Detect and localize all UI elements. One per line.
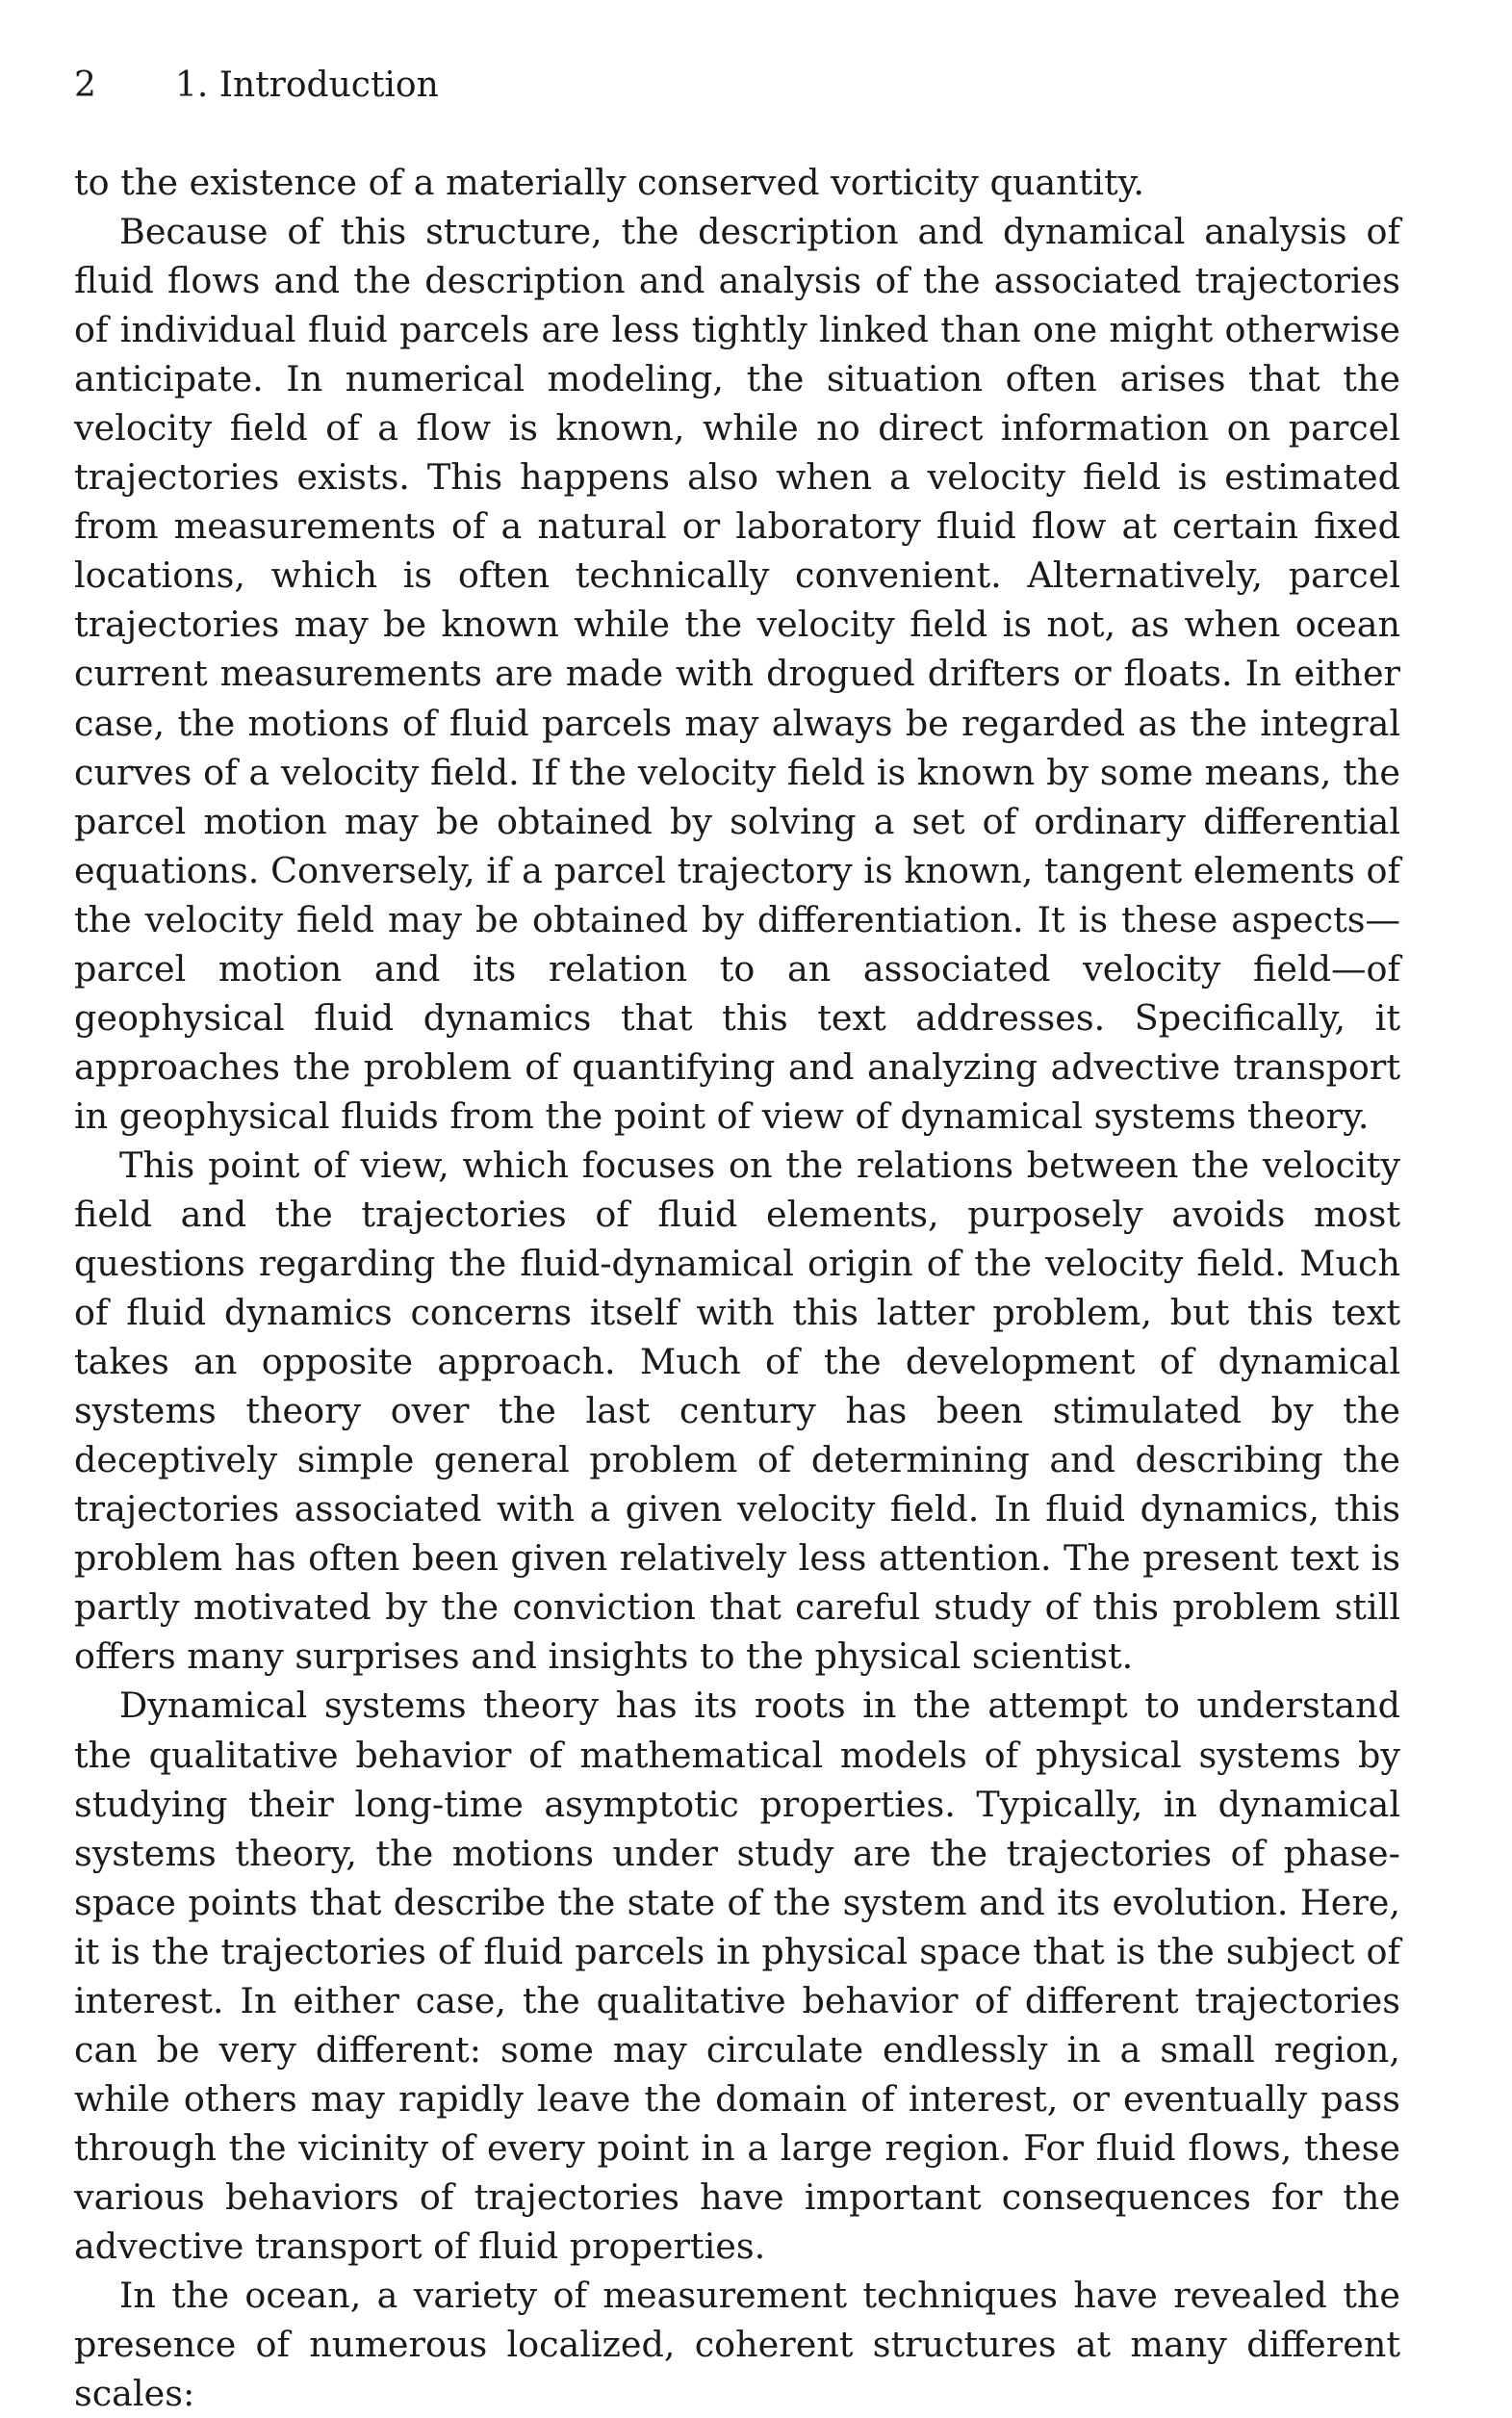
paragraph: Dynamical systems theory has its roots in the attempt to understand the qualitative behavior of mathematical models of physical systems by studying their long-time asymptotic properties. Typically, in dynamical systems theory, the motions under study are the trajectories of phase-space points that describe the state of the system and its evolution. Here, it is the trajectories of fluid parcels in physical space that is the subject of interest. In either case, the qualitative behavior of different trajectories can be very different: some may circulate endlessly in a small region, while others may rapidly leave the domain of interest, or eventually pass through the vicinity of every point in a large region. For fluid flows, these various behaviors of trajectories have important consequences for the advective transport of fluid properties. (74, 1685, 1400, 2267)
paragraph: Because of this structure, the description and dynamical analysis of fluid flows and the description and analysis of the associated trajectories of individual fluid parcels are less tightly linked than one might otherwise anticipate. In numerical modeling, the situation often arises that the velocity field of a flow is known, while no direct information on parcel trajectories exists. This happens also when a velocity field is estimated from measurements of a natural or laboratory fluid flow at certain fixed locations, which is often technically convenient. Alternatively, parcel trajectories may be known while the velocity field is not, as when ocean current measurements are made with drogued drifters or floats. In either case, the motions of fluid parcels may always be regarded as the integral curves of a velocity field. If the velocity field is known by some means, the parcel motion may be obtained by solving a set of ordinary differential equations. Conversely, if a parcel trajectory is known, tangent elements of the velocity field may be obtained by differentiation. It is these aspects—parcel motion and its relation to an associated velocity field—of geophysical fluid dynamics that this text addresses. Specifically, it approaches the problem of quantifying and analyzing advective transport in geophysical fluids from the point of view of dynamical systems theory. (74, 211, 1400, 1137)
paragraph-continuation: to the existence of a materially conserved vorticity quantity. (74, 162, 1144, 203)
page-number: 2 (74, 65, 96, 105)
book-page (74, 0, 1400, 2415)
body-text (74, 158, 1400, 2418)
paragraph: In the ocean, a variety of measurement techniques have revealed the presence of numerous localized, coherent structures at many different scales: (74, 2275, 1400, 2415)
chapter-title: 1. Introduction (175, 65, 439, 105)
paragraph: This point of view, which focuses on the relations between the velocity field and the trajectories of fluid elements, purposely avoids most questions regarding the fluid-dynamical origin of the velocity field. Much of fluid dynamics concerns itself with this latter problem, but this text takes an opposite approach. Much of the development of dynamical systems theory over the last century has been stimulated by the deceptively simple general problem of determining and describing the trajectories associated with a given velocity field. In fluid dynamics, this problem has often been given relatively less attention. The present text is partly motivated by the conviction that careful study of this problem still offers many surprises and insights to the physical scientist. (74, 1144, 1400, 1678)
running-head (74, 62, 439, 110)
